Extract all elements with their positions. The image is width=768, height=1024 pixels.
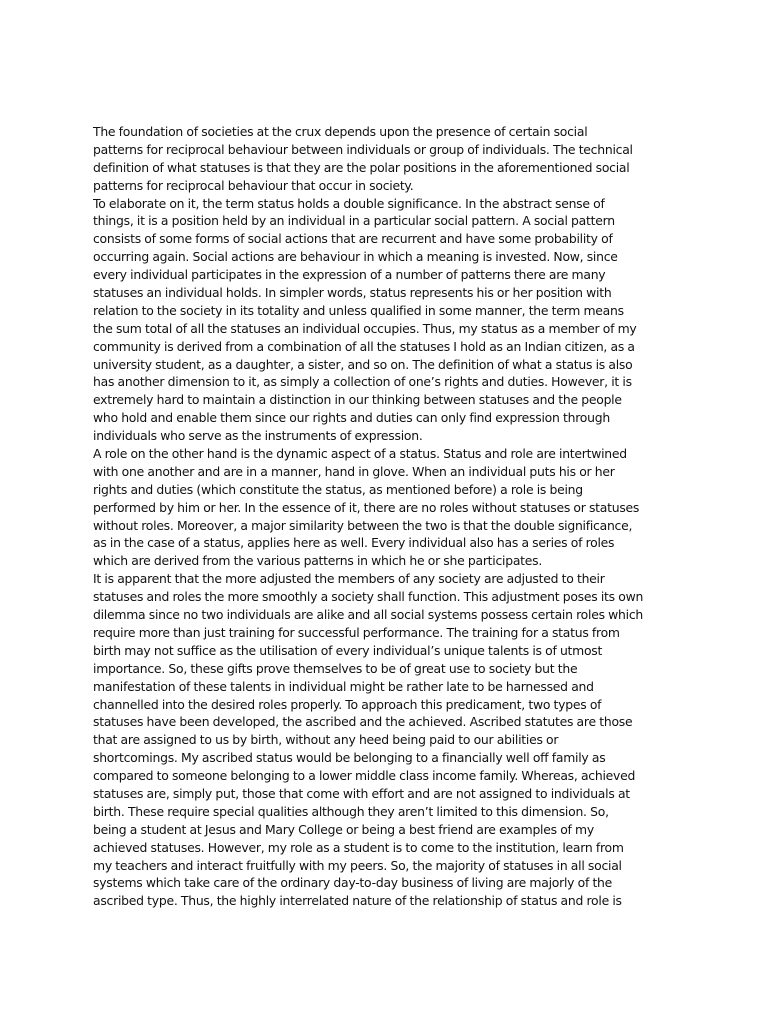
text-line: definition of what statuses is that they are the polar positions in the aforementioned social	[93, 159, 630, 175]
text-line: consists of some forms of social actions that are recurrent and have some probability of	[93, 231, 613, 247]
text-line: shortcomings. My ascribed status would be belonging to a financially well off family as	[93, 750, 606, 766]
text-line: as in the case of a status, applies here as well. Every individual also has a series of roles	[93, 535, 615, 551]
text-line: importance. So, these gifts prove themselves to be of great use to society but the	[93, 660, 578, 676]
text-line: systems which take care of the ordinary day-to-day business of living are majorly of the	[93, 875, 613, 891]
text-line: the sum total of all the statuses an individual occupies. Thus, my status as a member of my	[93, 320, 637, 336]
text-line: ascribed type. Thus, the highly interrelated nature of the relationship of status and role is	[93, 893, 622, 909]
text-line: statuses are, simply put, those that come with effort and are not assigned to individuals at	[93, 785, 630, 801]
text-line: who hold and enable them since our rights and duties can only find expression through	[93, 410, 610, 426]
text-line: rights and duties (which constitute the status, as mentioned before) a role is being	[93, 481, 583, 497]
text-line: without roles. Moreover, a major similarity between the two is that the double significance,	[93, 517, 633, 533]
text-line: which are derived from the various patterns in which he or she participates.	[93, 553, 543, 569]
text-line: channelled into the desired roles properly. To approach this predicament, two types of	[93, 696, 602, 712]
text-line: has another dimension to it, as simply a collection of one’s rights and duties. However, it is	[93, 374, 632, 390]
text-line: performed by him or her. In the essence of it, there are no roles without statuses or statuses	[93, 499, 640, 515]
text-line: patterns for reciprocal behaviour that occur in society.	[93, 177, 414, 193]
text-line: statuses have been developed, the ascribed and the achieved. Ascribed statutes are those	[93, 714, 633, 730]
text-line: that are assigned to us by birth, without any heed being paid to our abilities or	[93, 732, 559, 748]
text-line: occurring again. Social actions are behaviour in which a meaning is invested. Now, since	[93, 249, 618, 265]
text-line: To elaborate on it, the term status holds a double significance. In the abstract sense of	[93, 195, 605, 211]
text-line: statuses an individual holds. In simpler words, status represents his or her position with	[93, 285, 612, 301]
text-line: university student, as a daughter, a sister, and so on. The definition of what a status is also	[93, 356, 633, 372]
text-line: extremely hard to maintain a distinction in our thinking between statuses and the people	[93, 392, 622, 408]
text-line: community is derived from a combination of all the statuses I hold as an Indian citizen, as a	[93, 338, 635, 354]
text-line: every individual participates in the expression of a number of patterns there are many	[93, 267, 606, 283]
text-line: manifestation of these talents in individual might be rather late to be harnessed and	[93, 678, 594, 694]
document-body	[93, 123, 693, 910]
text-line: with one another and are in a manner, hand in glove. When an individual puts his or her	[93, 463, 615, 479]
text-line: achieved statuses. However, my role as a student is to come to the institution, learn from	[93, 839, 624, 855]
text-line: A role on the other hand is the dynamic aspect of a status. Status and role are intertwined	[93, 446, 627, 462]
text-line: birth. These require special qualities although they aren’t limited to this dimension. So,	[93, 803, 609, 819]
text-line: The foundation of societies at the crux depends upon the presence of certain social	[93, 124, 588, 139]
text-line: my teachers and interact fruitfully with my peers. So, the majority of statuses in all social	[93, 857, 622, 873]
text-line: birth may not suffice as the utilisation of every individual’s unique talents is of utmost	[93, 642, 603, 658]
text-line: being a student at Jesus and Mary College or being a best friend are examples of my	[93, 821, 594, 837]
text-line: individuals who serve as the instruments of expression.	[93, 428, 423, 444]
text-line: patterns for reciprocal behaviour between individuals or group of individuals. The technical	[93, 141, 633, 157]
text-line: dilemma since no two individuals are alike and all social systems possess certain roles which	[93, 607, 644, 623]
text-line: statuses and roles the more smoothly a society shall function. This adjustment poses its own	[93, 589, 644, 605]
text-line: relation to the society in its totality and unless qualified in some manner, the term means	[93, 302, 624, 318]
text-line: compared to someone belonging to a lower middle class income family. Whereas, achieved	[93, 768, 636, 784]
text-line: It is apparent that the more adjusted the members of any society are adjusted to their	[93, 571, 605, 587]
text-line: things, it is a position held by an individual in a particular social pattern. A social pattern	[93, 213, 615, 229]
text-line: require more than just training for successful performance. The training for a status from	[93, 624, 620, 640]
